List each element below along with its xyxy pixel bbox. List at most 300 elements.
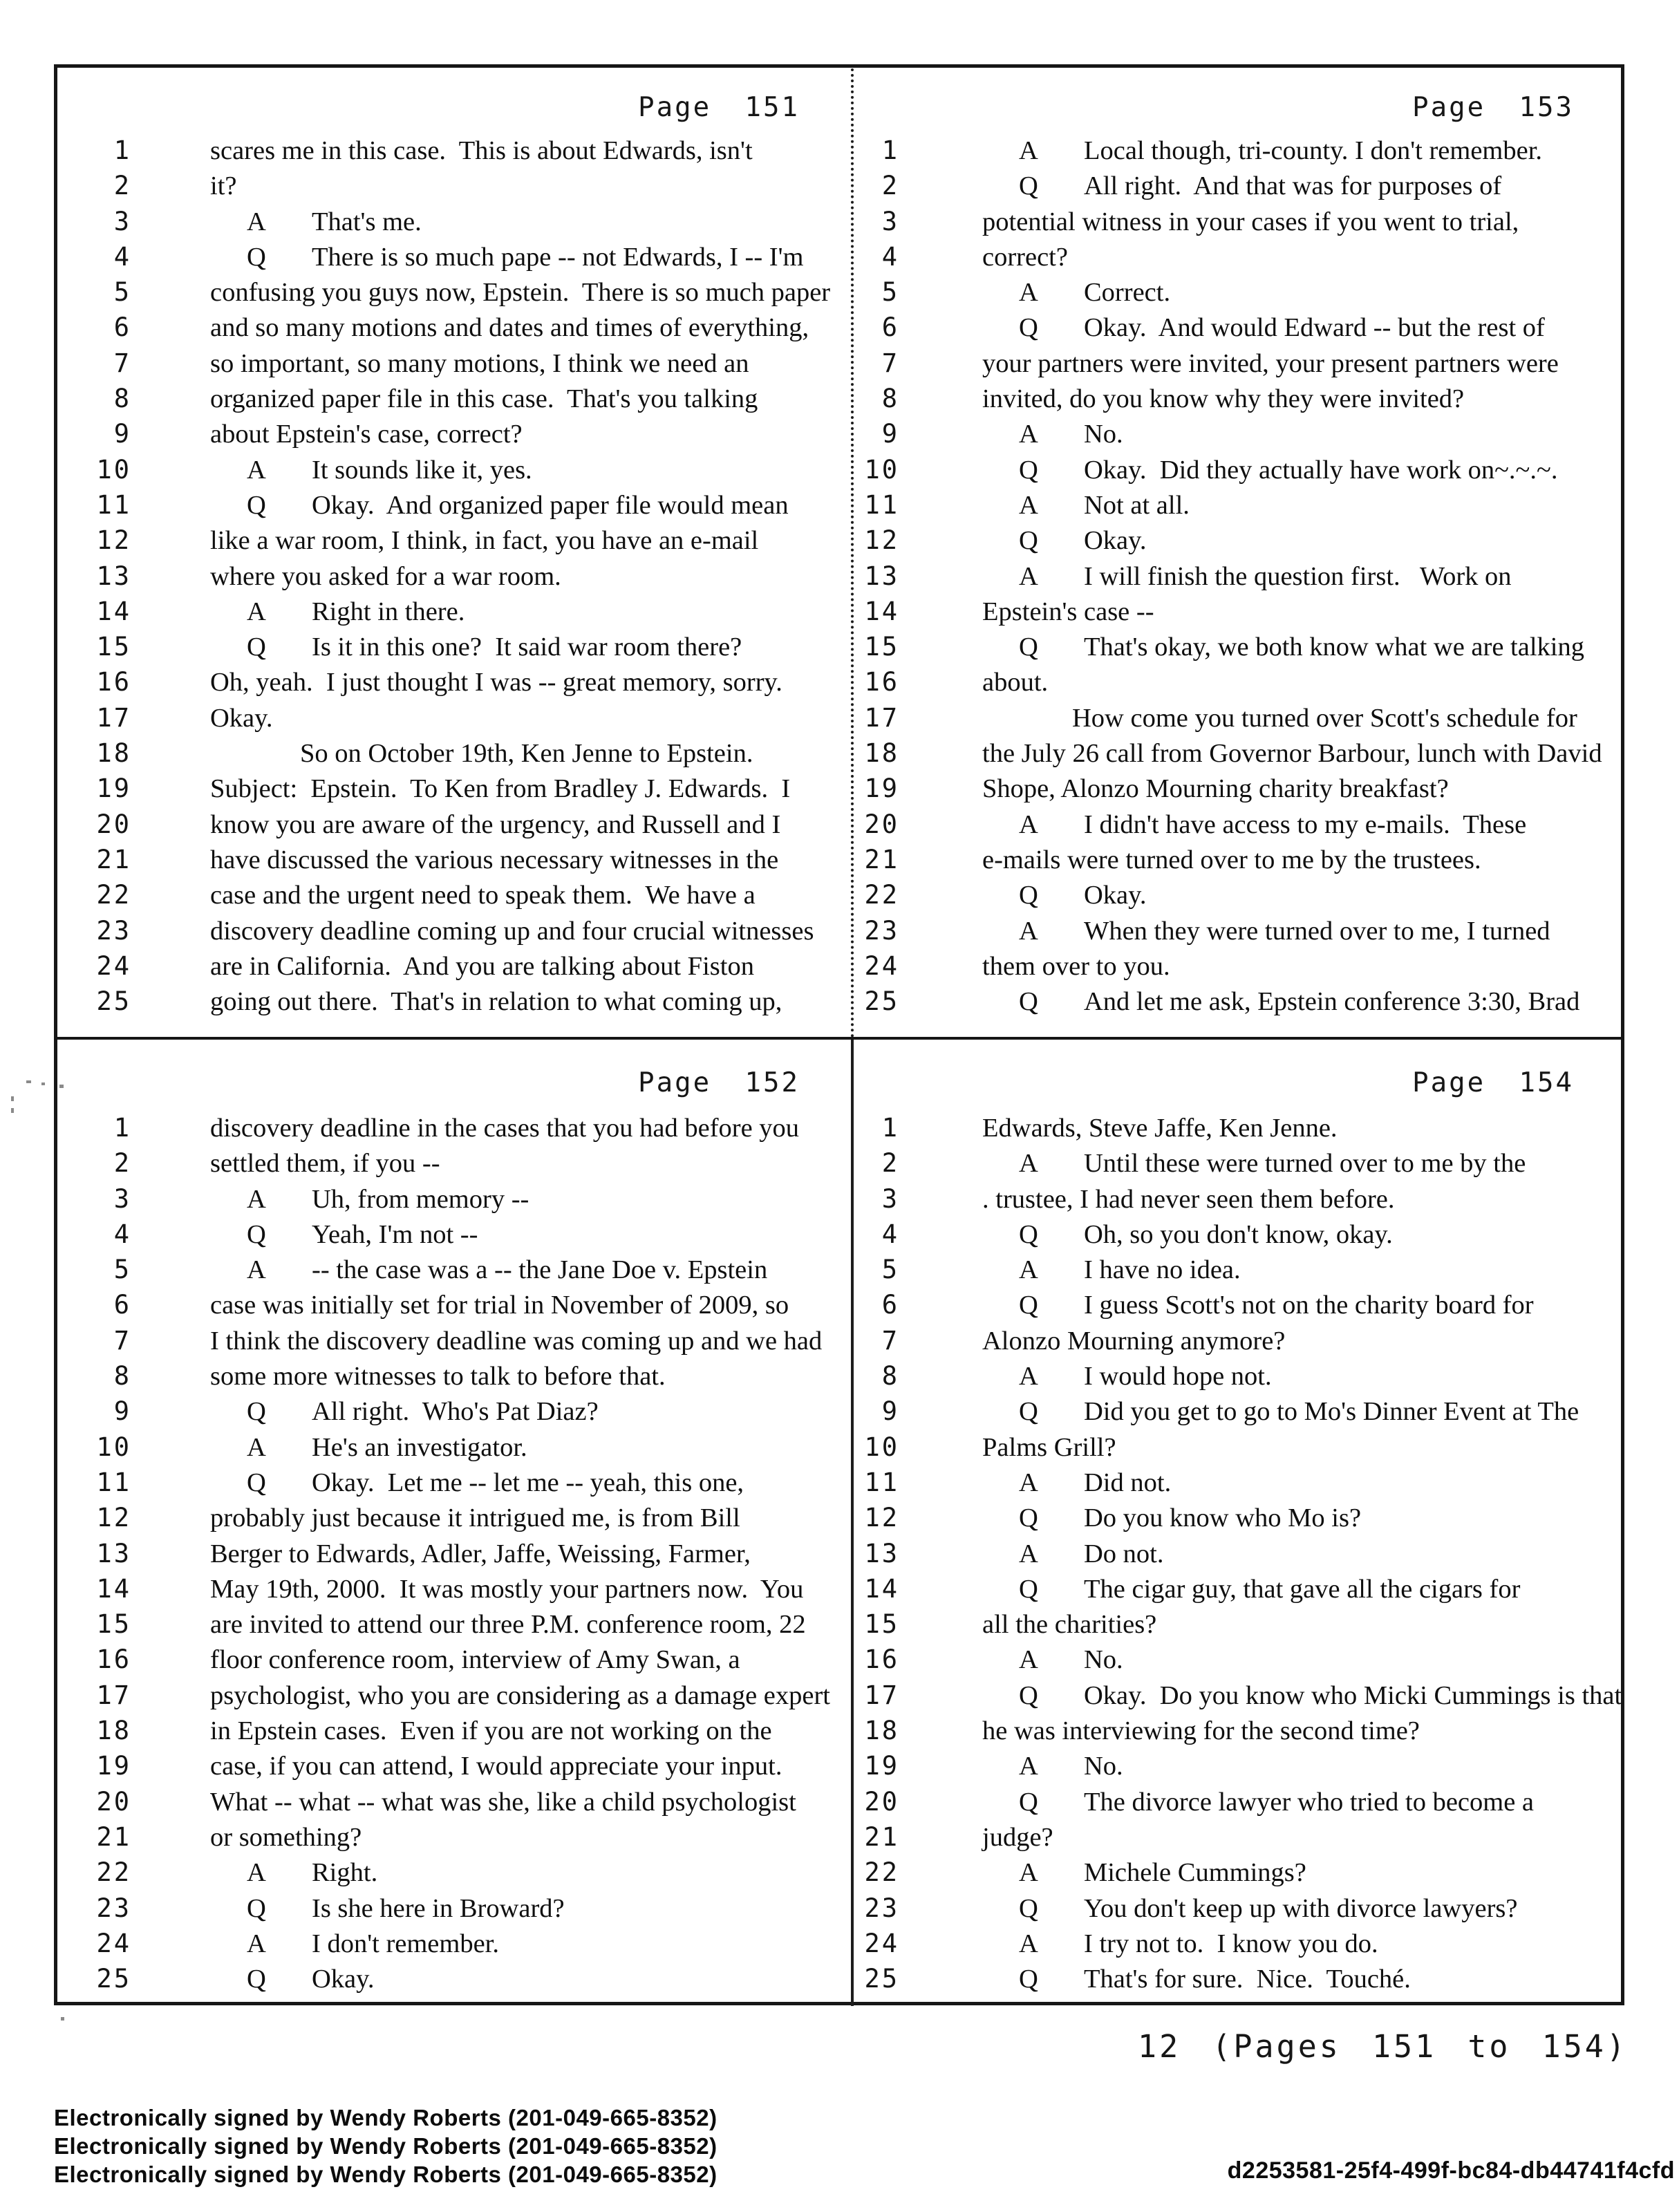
line-text: I think the discovery deadline was coming up and we had xyxy=(210,1326,823,1356)
page-header-151: Page 151 xyxy=(638,92,800,123)
line-text: scares me in this case. This is about Edwards, isn't xyxy=(210,136,753,165)
line-text: Alonzo Mourning anymore? xyxy=(982,1326,1286,1356)
line-text: Q The divorce lawyer who tried to become a xyxy=(982,1785,1624,1819)
line-number: 16 xyxy=(864,667,899,697)
transcript-line xyxy=(855,702,1624,737)
line-text: e-mails were turned over to me by the trustees. xyxy=(982,845,1481,874)
scan-artifact xyxy=(11,1096,14,1101)
line-number: 1 xyxy=(881,1113,899,1143)
line-text: A It sounds like it, yes. xyxy=(210,453,850,487)
line-text: A No. xyxy=(982,418,1624,451)
transcript-line xyxy=(855,1714,1624,1750)
transcript-line xyxy=(58,1112,850,1147)
line-number: 5 xyxy=(113,1255,131,1285)
line-number: 10 xyxy=(864,454,899,485)
line-number: 7 xyxy=(113,348,131,378)
line-text: Shope, Alonzo Mourning charity breakfast? xyxy=(982,774,1449,804)
transcript-line xyxy=(855,772,1624,807)
line-text: about Epstein's case, correct? xyxy=(210,420,523,449)
line-text: organized paper file in this case. That's you talking xyxy=(210,384,758,414)
transcript-line xyxy=(855,1821,1624,1856)
line-number: 22 xyxy=(864,1857,899,1888)
speaker-letter: A xyxy=(1019,278,1038,308)
line-number: 3 xyxy=(881,206,899,236)
line-number: 4 xyxy=(881,241,899,272)
transcript-line xyxy=(855,560,1624,595)
line-number: 4 xyxy=(113,241,131,272)
line-text: Q The cigar guy, that gave all the cigars for xyxy=(982,1573,1624,1606)
line-number: 19 xyxy=(96,1751,131,1781)
signature-line: Electronically signed by Wendy Roberts (201-049-665-8352) xyxy=(54,2133,717,2159)
speaker-letter: A xyxy=(247,455,266,485)
transcript-line xyxy=(855,666,1624,701)
line-number: 1 xyxy=(113,135,131,165)
line-number: 2 xyxy=(881,1148,899,1179)
scan-artifact xyxy=(11,1108,14,1113)
line-number: 15 xyxy=(864,1609,899,1640)
transcript-line xyxy=(58,1679,850,1714)
line-text: Q I guess Scott's not on the charity board for xyxy=(982,1288,1624,1322)
line-number: 23 xyxy=(96,1893,131,1923)
line-number: 15 xyxy=(96,632,131,662)
line-text: case was initially set for trial in November of 2009, so xyxy=(210,1291,789,1320)
transcript-line xyxy=(58,985,850,1020)
line-text: Q Okay. xyxy=(210,1962,850,1996)
line-number: 25 xyxy=(96,986,131,1017)
speaker-letter: A xyxy=(1019,1929,1038,1958)
scan-artifact xyxy=(59,1085,64,1088)
speaker-letter: A xyxy=(1019,1255,1038,1285)
line-number: 18 xyxy=(96,738,131,769)
line-text: Palms Grill? xyxy=(982,1432,1116,1462)
transcript-lines-151 xyxy=(58,134,850,1020)
transcript-line xyxy=(855,205,1624,241)
speaker-letter: Q xyxy=(1019,1397,1038,1427)
speaker-letter: Q xyxy=(247,1893,266,1923)
line-number: 14 xyxy=(864,1573,899,1604)
line-number: 13 xyxy=(96,561,131,591)
transcript-lines-154 xyxy=(855,1112,1624,1998)
transcript-page-152 xyxy=(58,1041,850,2005)
line-text: settled them, if you -- xyxy=(210,1149,440,1179)
line-number: 4 xyxy=(113,1219,131,1249)
line-number: 18 xyxy=(864,738,899,769)
line-number: 22 xyxy=(864,880,899,910)
line-text: and so many motions and dates and times of everything, xyxy=(210,313,809,343)
line-text: Q Okay. xyxy=(982,524,1624,557)
transcript-line xyxy=(855,489,1624,524)
line-number: 17 xyxy=(864,702,899,733)
transcript-line xyxy=(58,879,850,914)
speaker-letter: A xyxy=(247,1255,266,1285)
transcript-line xyxy=(58,1360,850,1395)
transcript-lines-152 xyxy=(58,1112,850,1998)
line-number: 3 xyxy=(881,1183,899,1214)
speaker-letter: Q xyxy=(1019,1503,1038,1533)
speaker-letter: Q xyxy=(1019,526,1038,556)
line-text: A Michele Cummings? xyxy=(982,1856,1624,1889)
transcript-line xyxy=(58,1714,850,1750)
line-text: Berger to Edwards, Adler, Jaffe, Weissing, Farmer, xyxy=(210,1539,751,1568)
line-number: 6 xyxy=(113,1290,131,1320)
line-number: 2 xyxy=(113,171,131,201)
line-number: 23 xyxy=(96,915,131,946)
line-text: are invited to attend our three P.M. conference room, 22 xyxy=(210,1610,806,1640)
speaker-letter: A xyxy=(247,1929,266,1958)
speaker-letter: A xyxy=(1019,1149,1038,1179)
line-text: Q All right. And that was for purposes of xyxy=(982,169,1624,203)
transcript-line xyxy=(855,808,1624,843)
transcript-line xyxy=(855,1324,1624,1360)
column-divider-bottom xyxy=(851,1038,854,2006)
speaker-letter: Q xyxy=(1019,1893,1038,1923)
speaker-letter: Q xyxy=(1019,1680,1038,1710)
line-number: 20 xyxy=(96,1786,131,1817)
transcript-line xyxy=(855,418,1624,453)
speaker-letter: A xyxy=(247,1432,266,1462)
line-text: Edwards, Steve Jaffe, Ken Jenne. xyxy=(982,1114,1338,1143)
line-number: 23 xyxy=(864,915,899,946)
transcript-line xyxy=(855,1750,1624,1785)
line-text: your partners were invited, your present partners were xyxy=(982,348,1559,378)
line-text: What -- what -- what was she, like a child psychologist xyxy=(210,1787,796,1817)
page-header-152: Page 152 xyxy=(638,1067,800,1098)
line-number: 11 xyxy=(96,489,131,520)
line-text: about. xyxy=(982,668,1049,697)
line-number: 22 xyxy=(96,1857,131,1888)
speaker-letter: Q xyxy=(247,1965,266,1994)
transcript-line xyxy=(855,453,1624,489)
scan-artifact xyxy=(61,2017,64,2021)
transcript-line xyxy=(58,560,850,595)
speaker-letter: Q xyxy=(1019,987,1038,1017)
transcript-line xyxy=(855,985,1624,1020)
line-number: 9 xyxy=(113,419,131,449)
line-text: Q Oh, so you don't know, okay. xyxy=(982,1218,1624,1251)
transcript-line xyxy=(58,737,850,772)
transcript-line xyxy=(58,1218,850,1253)
line-number: 24 xyxy=(864,950,899,981)
speaker-letter: A xyxy=(1019,561,1038,591)
transcript-line xyxy=(855,1643,1624,1678)
line-number: 8 xyxy=(113,1361,131,1391)
line-text: invited, do you know why they were invited? xyxy=(982,384,1465,414)
transcript-line xyxy=(855,1147,1624,1182)
transcript-line xyxy=(855,595,1624,630)
line-number: 17 xyxy=(96,1680,131,1710)
line-number: 25 xyxy=(864,1964,899,1994)
transcript-line xyxy=(855,915,1624,950)
line-number: 12 xyxy=(96,525,131,556)
line-text: Oh, yeah. I just thought I was -- great memory, sorry. xyxy=(210,668,782,697)
line-number: 13 xyxy=(864,1538,899,1568)
line-number: 7 xyxy=(881,1325,899,1356)
line-text: A -- the case was a -- the Jane Doe v. Epstein xyxy=(210,1253,850,1286)
line-text: like a war room, I think, in fact, you have an e-mail xyxy=(210,526,759,556)
line-text: Q Okay. Did they actually have work on~.~.~. xyxy=(982,453,1624,487)
document-id: d2253581-25f4-499f-bc84-db44741f4cfd xyxy=(1227,2157,1675,2184)
line-text: correct? xyxy=(982,242,1068,272)
speaker-letter: A xyxy=(1019,1752,1038,1781)
line-text: discovery deadline in the cases that you had before you xyxy=(210,1114,800,1143)
speaker-letter: A xyxy=(1019,420,1038,449)
line-number: 6 xyxy=(113,312,131,343)
transcript-line xyxy=(58,1395,850,1430)
line-text: A I didn't have access to my e-mails. These xyxy=(982,808,1624,841)
line-text: case, if you can attend, I would appreciate your input. xyxy=(210,1752,782,1781)
speaker-letter: Q xyxy=(1019,1219,1038,1249)
transcript-line xyxy=(58,1466,850,1501)
transcript-line xyxy=(855,169,1624,205)
line-text: case and the urgent need to speak them. We have a xyxy=(210,881,756,910)
line-text: Q Okay. And organized paper file would mean xyxy=(210,489,850,522)
speaker-letter: Q xyxy=(247,242,266,272)
line-text: have discussed the various necessary witnesses in the xyxy=(210,845,779,874)
transcript-line xyxy=(58,134,850,169)
line-text: probably just because it intrigued me, is from Bill xyxy=(210,1503,740,1533)
line-text: he was interviewing for the second time? xyxy=(982,1716,1420,1746)
line-number: 25 xyxy=(96,1964,131,1994)
speaker-letter: Q xyxy=(247,1219,266,1249)
line-text: A Correct. xyxy=(982,276,1624,309)
page-header-154: Page 154 xyxy=(1412,1067,1574,1098)
line-text: psychologist, who you are considering as a damage expert xyxy=(210,1680,831,1710)
transcript-line xyxy=(855,382,1624,418)
line-text: Q All right. Who's Pat Diaz? xyxy=(210,1395,850,1428)
transcript-line xyxy=(58,1537,850,1573)
transcript-line xyxy=(855,630,1624,666)
transcript-line xyxy=(58,489,850,524)
line-text: A Did not. xyxy=(982,1466,1624,1499)
line-number: 22 xyxy=(96,880,131,910)
line-number: 14 xyxy=(96,596,131,626)
speaker-letter: Q xyxy=(247,632,266,662)
line-text: A I don't remember. xyxy=(210,1927,850,1960)
transcript-line xyxy=(855,1360,1624,1395)
transcript-line xyxy=(58,666,850,701)
signature-block xyxy=(54,2103,717,2188)
line-text: A Uh, from memory -- xyxy=(210,1183,850,1216)
line-text: Q Did you get to go to Mo's Dinner Event at The xyxy=(982,1395,1624,1428)
line-number: 4 xyxy=(881,1219,899,1249)
line-number: 6 xyxy=(881,312,899,343)
line-number: 10 xyxy=(96,454,131,485)
transcript-line xyxy=(58,1501,850,1537)
speaker-letter: A xyxy=(247,1184,266,1214)
transcript-line xyxy=(58,808,850,843)
transcript-line xyxy=(58,382,850,418)
line-text: Q Do you know who Mo is? xyxy=(982,1501,1624,1535)
line-text: are in California. And you are talking about Fiston xyxy=(210,951,754,981)
line-number: 10 xyxy=(864,1432,899,1462)
line-text: potential witness in your cases if you went to trial, xyxy=(982,207,1519,236)
transcript-line xyxy=(58,1573,850,1608)
line-text: Q Okay. And would Edward -- but the rest of xyxy=(982,311,1624,344)
line-text: where you asked for a war room. xyxy=(210,561,561,591)
transcript-line xyxy=(58,241,850,276)
line-text: Q Is she here in Broward? xyxy=(210,1892,850,1925)
line-number: 16 xyxy=(96,1644,131,1675)
transcript-line xyxy=(58,1643,850,1678)
transcript-line xyxy=(58,1785,850,1821)
line-text: or something? xyxy=(210,1822,362,1852)
line-number: 3 xyxy=(113,1183,131,1214)
line-text: A Local though, tri-county. I don't remember. xyxy=(982,134,1624,167)
speaker-letter: Q xyxy=(1019,455,1038,485)
page-header-153: Page 153 xyxy=(1412,92,1574,123)
transcript-line xyxy=(855,1218,1624,1253)
line-text: A That's me. xyxy=(210,205,850,238)
line-text: Q Okay. Let me -- let me -- yeah, this one, xyxy=(210,1466,850,1499)
line-number: 13 xyxy=(96,1538,131,1568)
transcript-line xyxy=(855,1608,1624,1643)
line-text: Q There is so much pape -- not Edwards, I -- I'm xyxy=(210,241,850,274)
line-number: 11 xyxy=(864,489,899,520)
transcript-line xyxy=(58,843,850,879)
line-number: 11 xyxy=(96,1467,131,1497)
transcript-line xyxy=(855,843,1624,879)
line-number: 16 xyxy=(96,667,131,697)
line-number: 7 xyxy=(881,348,899,378)
line-text: all the charities? xyxy=(982,1610,1157,1640)
line-number: 8 xyxy=(881,1361,899,1391)
line-text: Q And let me ask, Epstein conference 3:30, Brad xyxy=(982,985,1624,1018)
line-text: Q Yeah, I'm not -- xyxy=(210,1218,850,1251)
line-number: 18 xyxy=(96,1716,131,1746)
line-number: 6 xyxy=(881,1290,899,1320)
line-text: going out there. That's in relation to what coming up, xyxy=(210,987,782,1017)
line-number: 24 xyxy=(864,1928,899,1958)
transcript-line xyxy=(855,311,1624,346)
transcript-line xyxy=(58,347,850,382)
speaker-letter: A xyxy=(1019,1858,1038,1888)
speaker-letter: Q xyxy=(1019,171,1038,201)
line-number: 21 xyxy=(864,1821,899,1852)
transcript-line xyxy=(58,524,850,559)
line-number: 1 xyxy=(113,1113,131,1143)
line-number: 20 xyxy=(864,1786,899,1817)
line-text: confusing you guys now, Epstein. There is so much paper xyxy=(210,278,831,308)
line-text: A Not at all. xyxy=(982,489,1624,522)
line-number: 17 xyxy=(864,1680,899,1710)
line-number: 24 xyxy=(96,950,131,981)
line-text: Q You don't keep up with divorce lawyers? xyxy=(982,1892,1624,1925)
transcript-line xyxy=(58,1147,850,1182)
line-number: 12 xyxy=(96,1503,131,1533)
line-number: 5 xyxy=(881,277,899,308)
transcript-line xyxy=(855,737,1624,772)
line-text: it? xyxy=(210,171,237,201)
transcript-line xyxy=(58,418,850,453)
transcript-line xyxy=(855,241,1624,276)
transcript-line xyxy=(58,1608,850,1643)
transcript-line xyxy=(855,1501,1624,1537)
speaker-letter: Q xyxy=(1019,1574,1038,1604)
line-number: 9 xyxy=(113,1396,131,1427)
line-number: 19 xyxy=(864,1751,899,1781)
line-text: Q That's for sure. Nice. Touché. xyxy=(982,1962,1624,1996)
transcript-line xyxy=(58,772,850,807)
line-number: 14 xyxy=(864,596,899,626)
transcript-line xyxy=(855,1288,1624,1324)
line-number: 19 xyxy=(96,774,131,804)
line-number: 21 xyxy=(96,844,131,874)
speaker-letter: A xyxy=(1019,1468,1038,1497)
line-number: 23 xyxy=(864,1893,899,1923)
line-text: Q That's okay, we both know what we are talking xyxy=(982,630,1624,664)
transcript-line xyxy=(855,1466,1624,1501)
transcript-line xyxy=(58,453,850,489)
transcript-page-154 xyxy=(855,1041,1624,2005)
line-text: A I have no idea. xyxy=(982,1253,1624,1286)
line-text: some more witnesses to talk to before that. xyxy=(210,1362,666,1391)
line-number: 8 xyxy=(113,384,131,414)
line-text: discovery deadline coming up and four crucial witnesses xyxy=(210,916,814,946)
speaker-letter: A xyxy=(1019,490,1038,520)
line-text: May 19th, 2000. It was mostly your partners now. You xyxy=(210,1574,804,1604)
speaker-letter: A xyxy=(1019,1645,1038,1675)
line-text: floor conference room, interview of Amy Swan, a xyxy=(210,1645,740,1675)
signature-line: Electronically signed by Wendy Roberts (201-049-665-8352) xyxy=(54,2105,717,2130)
speaker-letter: Q xyxy=(1019,632,1038,662)
line-text: Epstein's case -- xyxy=(982,597,1154,626)
line-text: A He's an investigator. xyxy=(210,1431,850,1464)
transcript-line xyxy=(58,1324,850,1360)
line-number: 2 xyxy=(881,171,899,201)
transcript-line xyxy=(855,950,1624,985)
pages-range-footer: 12 (Pages 151 to 154) xyxy=(1138,2028,1628,2065)
signature-line: Electronically signed by Wendy Roberts (201-049-665-8352) xyxy=(54,2162,717,2187)
row-divider xyxy=(57,1037,1624,1040)
transcript-line xyxy=(855,347,1624,382)
line-number: 3 xyxy=(113,206,131,236)
transcript-line xyxy=(855,1962,1624,1998)
line-number: 17 xyxy=(96,702,131,733)
speaker-letter: Q xyxy=(1019,881,1038,910)
transcript-line xyxy=(855,1927,1624,1962)
line-number: 19 xyxy=(864,774,899,804)
transcript-line xyxy=(58,915,850,950)
line-number: 5 xyxy=(881,1255,899,1285)
line-number: 20 xyxy=(864,809,899,839)
line-number: 15 xyxy=(864,632,899,662)
transcript-line xyxy=(58,205,850,241)
transcript-line xyxy=(58,276,850,311)
line-text: the July 26 call from Governor Barbour, lunch with David xyxy=(982,739,1602,769)
line-number: 1 xyxy=(881,135,899,165)
line-number: 8 xyxy=(881,384,899,414)
speaker-letter: A xyxy=(247,1858,266,1888)
transcript-line xyxy=(58,1892,850,1927)
line-text: know you are aware of the urgency, and Russell and I xyxy=(210,809,781,839)
line-text: A I would hope not. xyxy=(982,1360,1624,1393)
line-text: judge? xyxy=(982,1822,1053,1852)
line-number: 11 xyxy=(864,1467,899,1497)
transcript-line xyxy=(58,1288,850,1324)
transcript-line xyxy=(855,524,1624,559)
line-number: 12 xyxy=(864,525,899,556)
line-number: 24 xyxy=(96,1928,131,1958)
speaker-letter: Q xyxy=(1019,1291,1038,1320)
line-text: them over to you. xyxy=(982,951,1170,981)
line-number: 9 xyxy=(881,419,899,449)
line-number: 14 xyxy=(96,1573,131,1604)
transcript-line xyxy=(58,630,850,666)
transcript-line xyxy=(58,1750,850,1785)
line-text: Okay. xyxy=(210,703,273,733)
line-number: 2 xyxy=(113,1148,131,1179)
speaker-letter: Q xyxy=(247,490,266,520)
